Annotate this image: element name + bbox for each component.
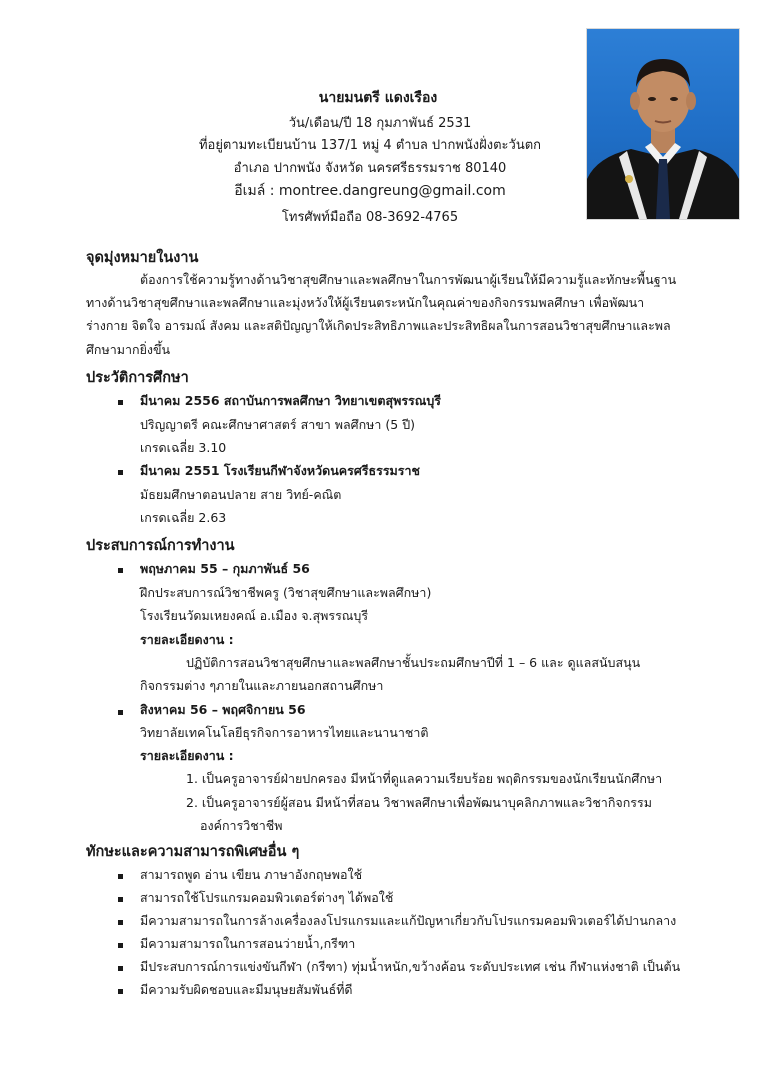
bullet-icon xyxy=(118,943,123,948)
skill-item: สามารถพูด อ่าน เขียน ภาษาอังกฤษพอใช้ xyxy=(140,867,363,882)
skill-item: มีประสบการณ์การแข่งขันกีฬา (กรีฑา) ทุ่มน้ำหนัก,ขว้างค้อน ระดับประเทศ เช่น กีฬาแห่งชาติ เป็นต้น xyxy=(140,959,681,974)
detail-line: องค์การวิชาชีพ xyxy=(200,818,283,833)
detail-line: 1. เป็นครูอาจารย์ฝ่ายปกครอง มีหน้าที่ดูแลความเรียบร้อย พฤติกรรมของนักเรียนนักศึกษา xyxy=(186,771,663,786)
education-heading: มีนาคม 2551 โรงเรียนกีฬาจังหวัดนครศรีธรรมราช xyxy=(140,463,421,478)
education-line: เกรดเฉลี่ย 2.63 xyxy=(140,510,227,525)
experience-line: วิทยาลัยเทคโนโลยีธุรกิจการอาหารไทยและนานาชาติ xyxy=(140,725,429,740)
birth-date: วัน/เดือน/ปี 18 กุมภาพันธ์ 2531 xyxy=(288,116,472,131)
bullet-icon xyxy=(118,568,123,573)
detail-line: 2. เป็นครูอาจารย์ผู้สอน มีหน้าที่สอน วิชาพลศึกษาเพื่อพัฒนาบุคลิกภาพและวิชากิจกรรม xyxy=(186,795,652,810)
education-line: ปริญญาตรี คณะศึกษาศาสตร์ สาขา พลศึกษา (5 ปี) xyxy=(140,417,416,432)
bullet-icon xyxy=(118,966,123,971)
bullet-icon xyxy=(118,470,123,475)
bullet-icon xyxy=(118,897,123,902)
bullet-icon xyxy=(118,989,123,994)
profile-photo xyxy=(586,28,740,220)
experience-title: ประสบการณ์การทำงาน xyxy=(86,538,235,554)
address-line-2: อำเภอ ปากพนัง จังหวัด นครศรีธรรมราช 80140 xyxy=(233,161,507,176)
applicant-name: นายมนตรี แดงเรือง xyxy=(318,90,438,106)
objective-line: ทางด้านวิชาสุขศึกษาและพลศึกษาและมุ่งหวังให้ผู้เรียนตระหนักในคุณค่าของกิจกรรมพลศึกษา เพื่อพัฒนา xyxy=(86,295,645,310)
skill-item: มีความสามารถในการสอนว่ายน้ำ,กรีฑา xyxy=(140,936,356,951)
education-heading: มีนาคม 2556 สถาบันการพลศึกษา วิทยาเขตสุพรรณบุรี xyxy=(140,393,441,408)
bullet-icon xyxy=(118,400,123,405)
email[interactable]: อีเมล์ : montree.dangreung@gmail.com xyxy=(234,183,506,199)
education-line: มัธยมศึกษาตอนปลาย สาย วิทย์-คณิต xyxy=(140,487,342,502)
detail-label: รายละเอียดงาน : xyxy=(140,632,234,647)
experience-heading: พฤษภาคม 55 – กุมภาพันธ์ 56 xyxy=(140,561,310,576)
objective-title: จุดมุ่งหมายในงาน xyxy=(86,250,199,266)
objective-line: ร่างกาย จิตใจ อารมณ์ สังคม และสติปัญญาให้เกิดประสิทธิภาพและประสิทธิผลในการสอนวิชาสุขศึกษาและพล xyxy=(86,318,671,333)
bullet-icon xyxy=(118,710,123,715)
detail-label: รายละเอียดงาน : xyxy=(140,748,234,763)
phone: โทรศัพท์มือถือ 08-3692-4765 xyxy=(281,210,459,225)
experience-heading: สิงหาคม 56 – พฤศจิกายน 56 xyxy=(140,702,306,717)
address-line-1: ที่อยู่ตามทะเบียนบ้าน 137/1 หมู่ 4 ตำบล ปากพนังฝั่งตะวันตก xyxy=(198,138,542,153)
detail-line: กิจกรรมต่าง ๆภายในและภายนอกสถานศึกษา xyxy=(140,678,384,693)
skill-item: มีความสามารถในการล้างเครื่องลงโปรแกรมและแก้ปัญหาเกี่ยวกับโปรแกรมคอมพิวเตอร์ได้ปานกลาง xyxy=(140,913,677,928)
skill-item: มีความรับผิดชอบและมีมนุษยสัมพันธ์ที่ดี xyxy=(140,982,353,997)
skill-item: สามารถใช้โปรแกรมคอมพิวเตอร์ต่างๆ ได้พอใช้ xyxy=(140,890,394,905)
bullet-icon xyxy=(118,874,123,879)
detail-line: ปฏิบัติการสอนวิชาสุขศึกษาและพลศึกษาชั้นประถมศึกษาปีที่ 1 – 6 และ ดูแลสนับสนุน xyxy=(186,655,641,670)
bullet-icon xyxy=(118,920,123,925)
experience-line: โรงเรียนวัดมเหยงคณ์ อ.เมือง จ.สุพรรณบุรี xyxy=(140,608,369,623)
objective-line: ต้องการใช้ความรู้ทางด้านวิชาสุขศึกษาและพลศึกษาในการพัฒนาผู้เรียนให้มีความรู้และทักษะพื้นฐาน xyxy=(140,272,677,287)
experience-line: ฝึกประสบการณ์วิชาชีพครู (วิชาสุขศึกษาและพลศึกษา) xyxy=(140,585,432,600)
education-line: เกรดเฉลี่ย 3.10 xyxy=(140,440,227,455)
education-title: ประวัติการศึกษา xyxy=(86,370,189,386)
skills-title: ทักษะและความสามารถพิเศษอื่น ๆ xyxy=(86,844,300,860)
objective-line: ศึกษามากยิ่งขึ้น xyxy=(86,342,171,357)
